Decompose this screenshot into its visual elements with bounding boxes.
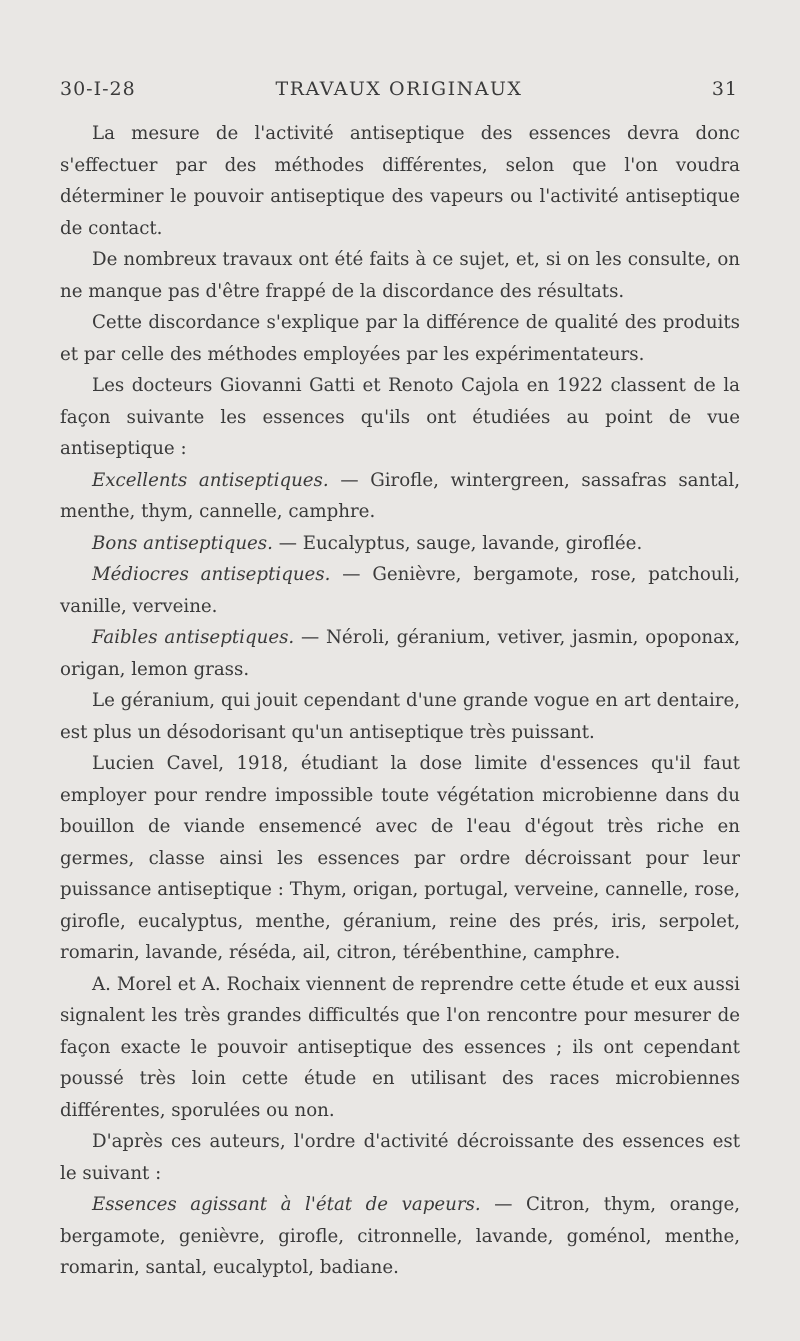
header-date: 30-I-28 xyxy=(60,78,136,100)
italic-label: Bons antiseptiques. xyxy=(92,532,273,554)
italic-label: Excellents antiseptiques. xyxy=(92,469,329,491)
classification-item: Excellents antiseptiques. — Girofle, wintergreen, sassafras santal, menthe, thym, cannelle, camphre. xyxy=(60,469,740,522)
paragraph: D'après ces auteurs, l'ordre d'activité décroissante des essences est le suivant : xyxy=(60,1131,740,1184)
paragraph: La mesure de l'activité antiseptique des essences devra donc s'effectuer par des méthodes différentes, selon que l'on voudra déterminer le pouvoir antiseptique des vapeurs ou l'activité antiseptique de contact. xyxy=(60,123,740,239)
paragraph: Cette discordance s'explique par la différence de qualité des produits et par celle des méthodes employées par les expérimentateurs. xyxy=(60,312,740,365)
italic-label: Faibles antiseptiques. xyxy=(92,627,295,648)
classification-item: Essences agissant à l'état de vapeurs. — Citron, thym, orange, bergamote, genièvre, girofle, citronnelle, lavande, goménol, menthe, romarin, santal, eucalyptol, badiane. xyxy=(60,1194,740,1278)
classification-item: Faibles antiseptiques. — Néroli, géranium, vetiver, jasmin, opoponax, origan, lemon grass. xyxy=(60,627,740,680)
classification-item: Bons antiseptiques. — Eucalyptus, sauge, lavande, giroflée. xyxy=(92,532,643,554)
paragraph: Lucien Cavel, 1918, étudiant la dose limite d'essences qu'il faut employer pour rendre impossible toute végétation microbienne dans du bouillon de viande ensemencé avec de l'eau d'égout très riche en germes, classe ainsi les essences par ordre décroissant pour leur puissance antiseptique : Thym, origan, portugal, verveine, cannelle, rose, girofle, eucalyptus, menthe, géranium, reine des prés, iris, serpolet, romarin, lavande, réséda, ail, citron, térébenthine, camphre. xyxy=(60,753,740,963)
body-text xyxy=(60,118,740,1284)
italic-label: Médiocres antiseptiques. xyxy=(92,564,331,585)
paragraph: Le géranium, qui jouit cependant d'une grande vogue en art dentaire, est plus un désodorisant qu'un antiseptique très puissant. xyxy=(60,690,740,743)
paragraph: Les docteurs Giovanni Gatti et Renoto Cajola en 1922 classent de la façon suivante les essences qu'ils ont étudiées au point de vue antiseptique : xyxy=(60,375,740,459)
running-header xyxy=(60,78,738,108)
italic-label: Essences agissant à l'état de vapeurs. xyxy=(92,1194,481,1215)
paragraph: A. Morel et A. Rochaix viennent de reprendre cette étude et eux aussi signalent les très grandes difficultés que l'on rencontre pour mesurer de façon exacte le pouvoir antiseptique des essences ; ils ont cependant poussé très loin cette étude en utilisant des races microbiennes différentes, sporulées ou non. xyxy=(60,973,740,1121)
header-title: TRAVAUX ORIGINAUX xyxy=(275,78,523,100)
classification-item: Médiocres antiseptiques. — Genièvre, bergamote, rose, patchouli, vanille, verveine. xyxy=(60,564,741,617)
page-number: 31 xyxy=(711,78,738,100)
paragraph: De nombreux travaux ont été faits à ce sujet, et, si on les consulte, on ne manque pas d'être frappé de la discordance des résultats. xyxy=(60,249,740,302)
